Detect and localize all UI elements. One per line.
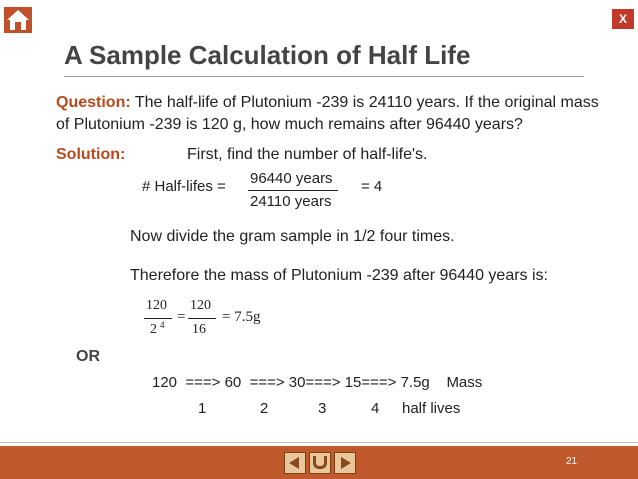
math-bar-1 xyxy=(144,318,172,319)
fraction-result: = 4 xyxy=(361,178,383,195)
math-exponent: 4 xyxy=(160,320,165,330)
home-icon xyxy=(4,7,32,33)
half-number-2: 2 xyxy=(260,400,269,417)
solution-label: Solution: xyxy=(56,146,126,163)
return-button[interactable] xyxy=(309,452,331,474)
half-number-1: 1 xyxy=(198,400,207,417)
math-result: = 7.5g xyxy=(222,309,261,325)
footer-divider xyxy=(0,442,638,443)
next-button[interactable] xyxy=(334,452,356,474)
half-number-4: 4 xyxy=(371,400,380,417)
title-divider xyxy=(64,76,584,77)
return-icon xyxy=(313,456,327,469)
slide-title: A Sample Calculation of Half Life xyxy=(64,40,471,70)
close-button[interactable]: X xyxy=(612,9,634,29)
math-numerator-1: 120 xyxy=(146,298,167,313)
question-paragraph xyxy=(56,92,616,136)
or-label: OR xyxy=(76,348,100,365)
next-arrow-icon xyxy=(341,457,351,469)
previous-arrow-icon xyxy=(289,457,299,469)
math-denominator-1: 2 xyxy=(150,322,157,337)
math-equals-1: = xyxy=(177,309,186,325)
question-label: Question: xyxy=(56,94,131,111)
fraction-denominator: 24110 years xyxy=(250,193,332,210)
math-denominator-2: 16 xyxy=(192,322,206,337)
fraction-bar xyxy=(248,190,338,191)
first-step-text: First, find the number of half-life's. xyxy=(187,146,428,163)
home-button[interactable] xyxy=(4,7,32,33)
math-bar-2 xyxy=(188,318,216,319)
fraction-numerator: 96440 years xyxy=(250,170,333,187)
math-numerator-2: 120 xyxy=(190,298,211,313)
page-number: 21 xyxy=(566,456,578,467)
halving-chain: 120 ===> 60 ===> 30===> 15===> 7.5g Mass xyxy=(152,374,483,391)
half-lives-label: half lives xyxy=(402,400,461,417)
halflifes-label: # Half-lifes = xyxy=(142,178,226,195)
half-number-3: 3 xyxy=(318,400,327,417)
therefore-line: Therefore the mass of Plutonium -239 after 96440 years is: xyxy=(130,267,548,284)
previous-button[interactable] xyxy=(284,452,306,474)
question-text: The half-life of Plutonium -239 is 24110 years. If the original mass of Plutonium -239 is 120 g, how much remains after 96440 years? xyxy=(56,94,599,133)
divide-line: Now divide the gram sample in 1/2 four times. xyxy=(130,228,455,245)
